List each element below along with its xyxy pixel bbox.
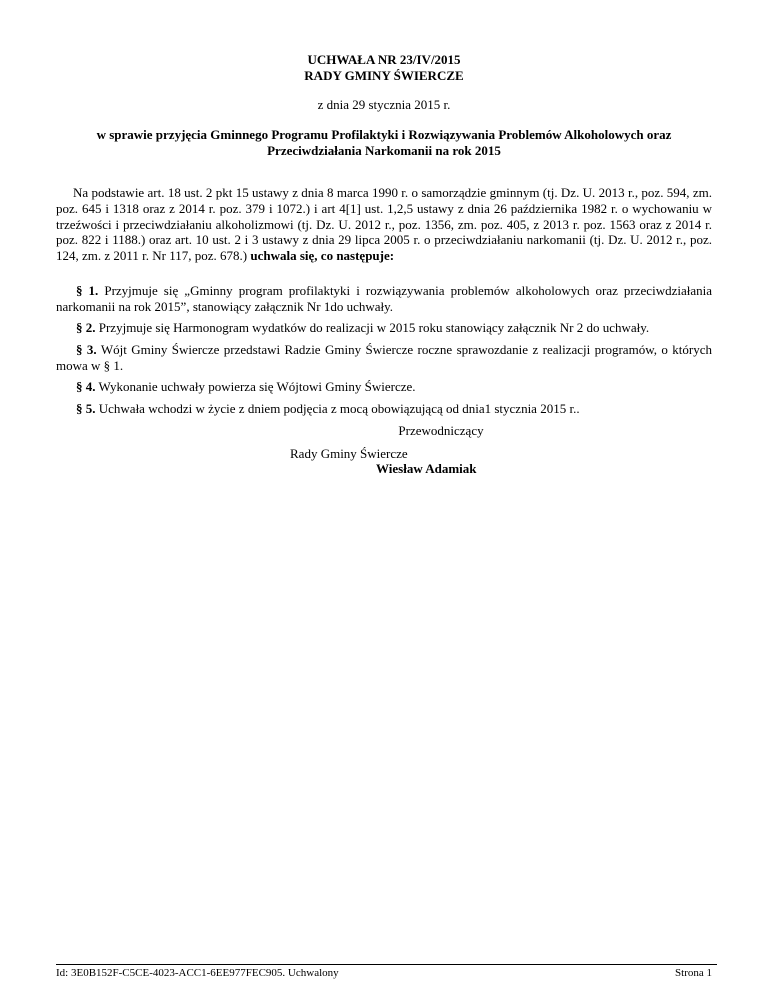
footer-divider — [56, 964, 717, 965]
paragraph-2 — [56, 320, 712, 336]
resolution-date: z dnia 29 stycznia 2015 r. — [317, 97, 451, 112]
paragraph-text: Wykonanie uchwały powierza się Wójtowi Gminy Świercze. — [95, 379, 416, 394]
signature-title: Przewodniczący — [398, 423, 484, 438]
paragraph-1 — [56, 283, 712, 315]
document-id: Id: 3E0B152F-C5CE-4023-ACC1-6EE977FEC905. Uchwalony — [56, 967, 339, 979]
paragraph-text: Przyjmuje się „Gminny program profilaktyki i rozwiązywania problemów alkoholowych oraz przeciwdziałania narkomanii na rok 2015”, stanowiący załącznik Nr 1do uchwały. — [56, 283, 712, 314]
signature-organization: Rady Gminy Świercze — [290, 446, 408, 461]
council-name: RADY GMINY ŚWIERCZE — [304, 68, 464, 83]
paragraph-number: § 5. — [76, 401, 96, 416]
legal-basis-paragraph — [56, 185, 712, 264]
paragraph-number: § 2. — [76, 320, 96, 335]
paragraph-number: § 1. — [76, 283, 99, 298]
paragraph-text: Wójt Gminy Świercze przedstawi Radzie Gminy Świercze roczne sprawozdanie z realizacji programów, o których mowa w § 1. — [56, 342, 712, 373]
resolution-subject: w sprawie przyjęcia Gminnego Programu Profilaktyki i Rozwiązywania Problemów Alkoholowych oraz Przeciwdziałania Narkomanii na rok 2015 — [96, 127, 672, 158]
enacting-clause: uchwala się, co następuje: — [250, 248, 395, 264]
paragraph-number: § 4. — [76, 379, 96, 394]
paragraph-4 — [56, 379, 712, 395]
paragraph-5 — [56, 401, 712, 417]
resolution-number: UCHWAŁA NR 23/IV/2015 — [307, 52, 461, 67]
paragraph-text: Przyjmuje się Harmonogram wydatków do realizacji w 2015 roku stanowiący załącznik Nr 2 do uchwały. — [95, 320, 650, 335]
paragraph-number: § 3. — [76, 342, 97, 357]
paragraph-3 — [56, 342, 712, 374]
signature-name: Wiesław Adamiak — [376, 461, 477, 476]
page-number: Strona 1 — [675, 967, 712, 979]
legal-basis-text: Na podstawie art. 18 ust. 2 pkt 15 ustawy z dnia 8 marca 1990 r. o samorządzie gminnym (tj. Dz. U. 2013 r., poz. 594, zm. poz. 645 i 1318 oraz z 2014 r. poz. 379 i 1072.) i art 4[1] ust. 1,2,5 ustawy z dnia 26 października 1982 r. o wychowaniu w trzeźwości i przeciwdziałaniu alkoholizmowi (tj. Dz. U. 2012 r., poz. 1356, zm. poz. 405, z 2013 r. poz. 1563 oraz z 2014 r. poz. 822 i 1188.) oraz art. 10 ust. 2 i 3 ustawy z dnia 29 lipca 2005 r. o przeciwdziałaniu narkomanii (tj. Dz. U. 2012 r., poz. 124, zm. z 2011 r. Nr 117, poz. 678.) — [56, 185, 712, 264]
paragraph-text: Uchwała wchodzi w życie z dniem podjęcia z mocą obowiązującą od dnia1 stycznia 2015 r.. — [95, 401, 580, 416]
